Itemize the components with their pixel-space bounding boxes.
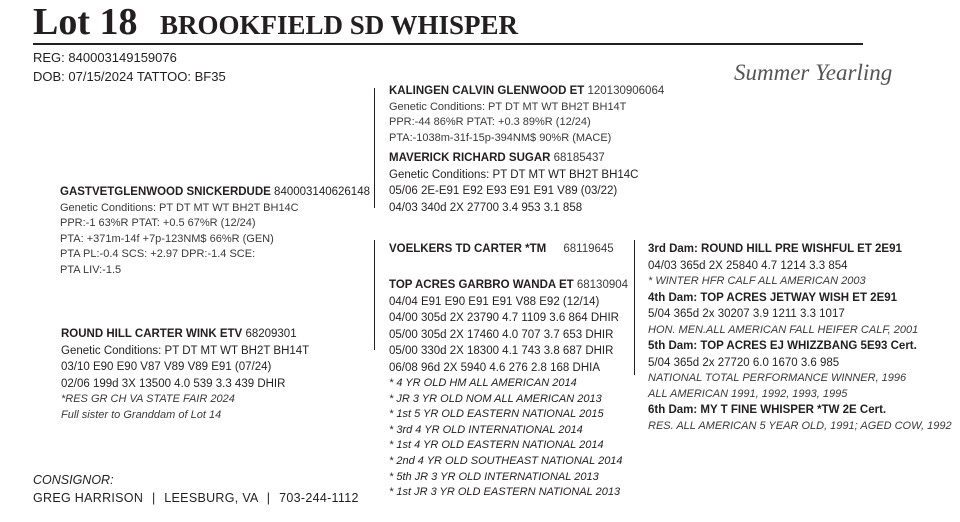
consignor-label: CONSIGNOR: (33, 473, 114, 487)
fifth-dam-record: 5/04 365d 2x 27720 6.0 1670 3.6 985 (648, 356, 840, 369)
dam-line: 03/10 E90 E90 V87 V89 V89 E91 (07/24) (61, 361, 272, 373)
consignor-name: GREG HARRISON (33, 491, 144, 505)
fifth-dam-note: ALL AMERICAN 1991, 1992, 1993, 1995 (648, 387, 848, 400)
dams-dam-honor: * 4 YR OLD HM ALL AMERICAN 2014 (389, 377, 577, 389)
third-dam-title: 3rd Dam: ROUND HILL PRE WISHFUL ET 2E91 (648, 243, 902, 255)
sire-block (60, 184, 370, 278)
dams-dam-honor: * 3rd 4 YR OLD INTERNATIONAL 2014 (389, 423, 583, 436)
lot-header (33, 0, 518, 44)
sire-reg: 840003140626148 (274, 186, 370, 198)
dams-dam-honor: * 1st JR 3 YR OLD EASTERN NATIONAL 2013 (389, 486, 621, 499)
sire-line: Genetic Conditions: PT DT MT WT BH2T BH14C (60, 201, 299, 214)
dams-dam-line: 04/04 E91 E90 E91 E91 V88 E92 (12/14) (389, 295, 600, 308)
sires-sire-block (389, 83, 664, 146)
animal-name: BROOKFIELD SD WHISPER (159, 10, 519, 40)
sires-sire-line: PTA:-1038m-31f-15p-394NM$ 90%R (MACE) (389, 131, 612, 144)
dam-bracket-line (374, 240, 375, 350)
dams-dam-honor: * 2nd 4 YR OLD SOUTHEAST NATIONAL 2014 (389, 454, 623, 467)
fourth-dam-record: 5/04 365d 2x 30207 3.9 1211 3.3 1017 (648, 308, 845, 321)
dams-sire-name: VOELKERS TD CARTER *TM (389, 243, 547, 255)
dams-dam-honor: * 1st 5 YR OLD EASTERN NATIONAL 2015 (389, 408, 604, 421)
sire-bracket-line (374, 88, 375, 208)
dam-line: 02/06 199d 3X 13500 4.0 539 3.3 439 DHIR (61, 377, 286, 390)
sire-line: PPR:-1 63%R PTAT: +0.5 67%R (12/24) (60, 217, 256, 230)
dams-dam-honor: * 5th JR 3 YR OLD INTERNATIONAL 2013 (389, 470, 599, 483)
dams-dam-reg: 68130904 (576, 279, 629, 291)
dams-sire-reg: 68119645 (563, 243, 614, 255)
sires-dam-line: 04/03 340d 2X 27700 3.4 953 3.1 858 (389, 201, 583, 214)
fifth-dam-note: NATIONAL TOTAL PERFORMANCE WINNER, 1996 (648, 372, 907, 385)
third-dam-record: 04/03 365d 2X 25840 4.7 1214 3.3 854 (648, 259, 848, 272)
sire-name: GASTVETGLENWOOD SNICKERDUDE (60, 186, 271, 198)
ancestor-dams-block (648, 241, 952, 434)
dam-note: Full sister to Granddam of Lot 14 (61, 408, 222, 421)
sires-dam-reg: 68185437 (553, 152, 605, 164)
reg-line: REG: 840003149159076 (33, 50, 177, 65)
dam-reg: 68209301 (245, 328, 297, 340)
consignor-location: LEESBURG, VA (164, 491, 258, 505)
sires-sire-reg: 120130906064 (587, 85, 665, 97)
sire-line: PTA LIV:-1.5 (60, 263, 122, 276)
dams-dam-block (389, 277, 628, 501)
sixth-dam-note: RES. ALL AMERICAN 5 YEAR OLD, 1991; AGED COW, 1992 (648, 419, 952, 432)
consignor-phone: 703-244-1112 (279, 491, 359, 505)
class-label: Summer Yearling (734, 60, 893, 85)
fourth-dam-title: 4th Dam: TOP ACRES JETWAY WISH ET 2E91 (648, 291, 898, 304)
sire-line: PTA: +371m-14f +7p-123NM$ 66%R (GEN) (60, 232, 274, 245)
sires-dam-line: 05/06 2E-E91 E92 E93 E91 E91 V89 (03/22) (389, 185, 618, 197)
fourth-dam-note: HON. MEN.ALL AMERICAN FALL HEIFER CALF, 2001 (648, 323, 919, 336)
dam-block (61, 326, 309, 423)
consignor-info: GREG HARRISON | LEESBURG, VA | 703-244-1112 (33, 491, 359, 505)
sires-dam-name: MAVERICK RICHARD SUGAR (389, 152, 551, 164)
sires-sire-name: KALINGEN CALVIN GLENWOOD ET (389, 85, 585, 97)
fifth-dam-title: 5th Dam: TOP ACRES EJ WHIZZBANG 5E93 Cert. (648, 340, 917, 353)
dams-dam-bracket-line (634, 240, 635, 375)
third-dam-note: * WINTER HFR CALF ALL AMERICAN 2003 (648, 275, 866, 287)
lot-number: Lot 18 (33, 1, 138, 43)
header-rule (33, 43, 863, 45)
dams-dam-honor: * 1st 4 YR OLD EASTERN NATIONAL 2014 (389, 439, 604, 452)
dams-dam-line: 05/00 330d 2X 18300 4.1 743 3.8 687 DHIR (389, 345, 614, 357)
dam-note: *RES GR CH VA STATE FAIR 2024 (61, 393, 235, 405)
sires-dam-line: Genetic Conditions: PT DT MT WT BH2T BH14C (389, 168, 639, 181)
sires-sire-line: Genetic Conditions: PT DT MT WT BH2T BH14T (389, 100, 627, 113)
sires-sire-line: PPR:-44 86%R PTAT: +0.3 89%R (12/24) (389, 116, 591, 129)
sixth-dam-title: 6th Dam: MY T FINE WHISPER *TW 2E Cert. (648, 404, 887, 417)
dams-sire-block (389, 241, 614, 258)
dam-name: ROUND HILL CARTER WINK ETV (61, 328, 243, 340)
dams-dam-line: 04/00 305d 2X 23790 4.7 1109 3.6 864 DHIR (389, 312, 619, 324)
dams-dam-name: TOP ACRES GARBRO WANDA ET (389, 279, 574, 291)
dams-dam-line: 06/08 96d 2X 5940 4.6 276 2.8 168 DHIA (389, 361, 600, 374)
sire-line: PTA PL:-0.4 SCS: +2.97 DPR:-1.4 SCE: (60, 248, 256, 261)
dam-line: Genetic Conditions: PT DT MT WT BH2T BH14T (61, 344, 310, 357)
dams-dam-honor: * JR 3 YR OLD NOM ALL AMERICAN 2013 (389, 392, 602, 405)
dams-dam-line: 05/00 305d 2X 17460 4.0 707 3.7 653 DHIR (389, 328, 614, 341)
sires-dam-block (389, 150, 638, 216)
dob-tattoo-line: DOB: 07/15/2024 TATTOO: BF35 (33, 69, 226, 84)
